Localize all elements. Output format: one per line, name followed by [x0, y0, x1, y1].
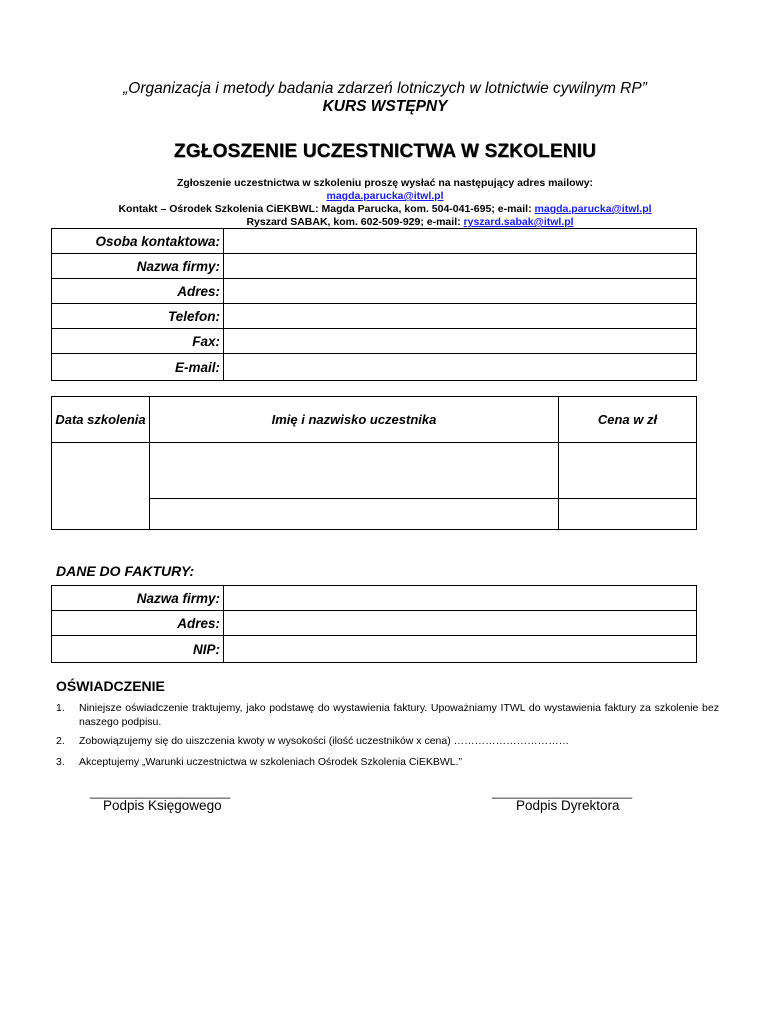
- email-field[interactable]: [224, 354, 697, 381]
- declaration-item-text: Akceptujemy „Warunki uczestnictwa w szkoleniach Ośrodek Szkolenia CiEKBWL.”: [79, 756, 462, 768]
- contact-form-table: [51, 228, 697, 381]
- participant-name-cell-1[interactable]: [150, 443, 559, 499]
- parucka-email-link[interactable]: magda.parucka@itwl.pl: [534, 203, 652, 215]
- invoice-company-label: Nazwa firmy:: [52, 586, 224, 611]
- invoice-nip-field[interactable]: [224, 636, 697, 663]
- participant-name-cell-2[interactable]: [150, 499, 559, 530]
- sabak-email-link[interactable]: ryszard.sabak@itwl.pl: [463, 216, 574, 228]
- main-email-link[interactable]: magda.parucka@itwl.pl: [326, 190, 444, 202]
- declaration-item-number: 2.: [56, 735, 65, 747]
- signature-line-accountant: _____________________: [90, 785, 231, 799]
- invoice-heading: DANE DO FAKTURY:: [56, 563, 195, 579]
- invoice-nip-label: NIP:: [52, 636, 224, 663]
- phone-label: Telefon:: [52, 304, 224, 329]
- email-label: E-mail:: [52, 354, 224, 381]
- declaration-heading: OŚWIADCZENIE: [56, 678, 165, 694]
- company-name-field[interactable]: [224, 254, 697, 279]
- price-header: Cena w zł: [559, 397, 697, 443]
- declaration-item-text: Niniejsze oświadczenie traktujemy, jako podstawę do wystawienia faktury. Upoważniamy ITWL do wystawienia faktury za szkolenie bez naszego podpisu.: [79, 702, 719, 728]
- contact-parucka-text: Kontakt – Ośrodek Szkolenia CiEKBWL: Magda Parucka, kom. 504-041-695; e-mail:: [118, 203, 535, 215]
- invoice-table: [51, 585, 697, 663]
- info-sabak-line: [0, 216, 770, 228]
- address-label: Adres:: [52, 279, 224, 304]
- contact-person-label: Osoba kontaktowa:: [52, 229, 224, 254]
- contact-person-field[interactable]: [224, 229, 697, 254]
- address-field[interactable]: [224, 279, 697, 304]
- training-date-cell[interactable]: [52, 443, 150, 530]
- training-date-header: Data szkolenia: [52, 397, 150, 443]
- declaration-item-number: 3.: [56, 756, 65, 768]
- director-signature-label: Podpis Dyrektora: [516, 798, 620, 813]
- company-name-label: Nazwa firmy:: [52, 254, 224, 279]
- invoice-address-label: Adres:: [52, 611, 224, 636]
- invoice-address-field[interactable]: [224, 611, 697, 636]
- info-contact-line: [0, 203, 770, 215]
- declaration-item-text: Zobowiązujemy się do uiszczenia kwoty w wysokości (ilość uczestników x cena) ……………………………: [79, 735, 570, 747]
- signature-line-director: _____________________: [492, 785, 633, 799]
- price-cell-2[interactable]: [559, 499, 697, 530]
- course-subtitle: KURS WSTĘPNY: [322, 98, 448, 115]
- accountant-signature-label: Podpis Księgowego: [103, 798, 222, 813]
- fax-field[interactable]: [224, 329, 697, 354]
- info-email-line: [0, 190, 770, 202]
- contact-sabak-text: Ryszard SABAK, kom. 602-509-929; e-mail:: [246, 216, 464, 228]
- form-title: ZGŁOSZENIE UCZESTNICTWA W SZKOLENIU: [173, 141, 597, 162]
- course-title: „Organizacja i metody badania zdarzeń lotniczych w lotnictwie cywilnym RP”: [123, 80, 647, 97]
- phone-field[interactable]: [224, 304, 697, 329]
- price-cell-1[interactable]: [559, 443, 697, 499]
- info-instruction: Zgłoszenie uczestnictwa w szkoleniu proszę wysłać na następujący adres mailowy:: [176, 177, 594, 189]
- participants-table: [51, 396, 697, 530]
- fax-label: Fax:: [52, 329, 224, 354]
- declaration-item-number: 1.: [56, 702, 65, 714]
- participant-name-header: Imię i nazwisko uczestnika: [150, 397, 559, 443]
- invoice-company-field[interactable]: [224, 586, 697, 611]
